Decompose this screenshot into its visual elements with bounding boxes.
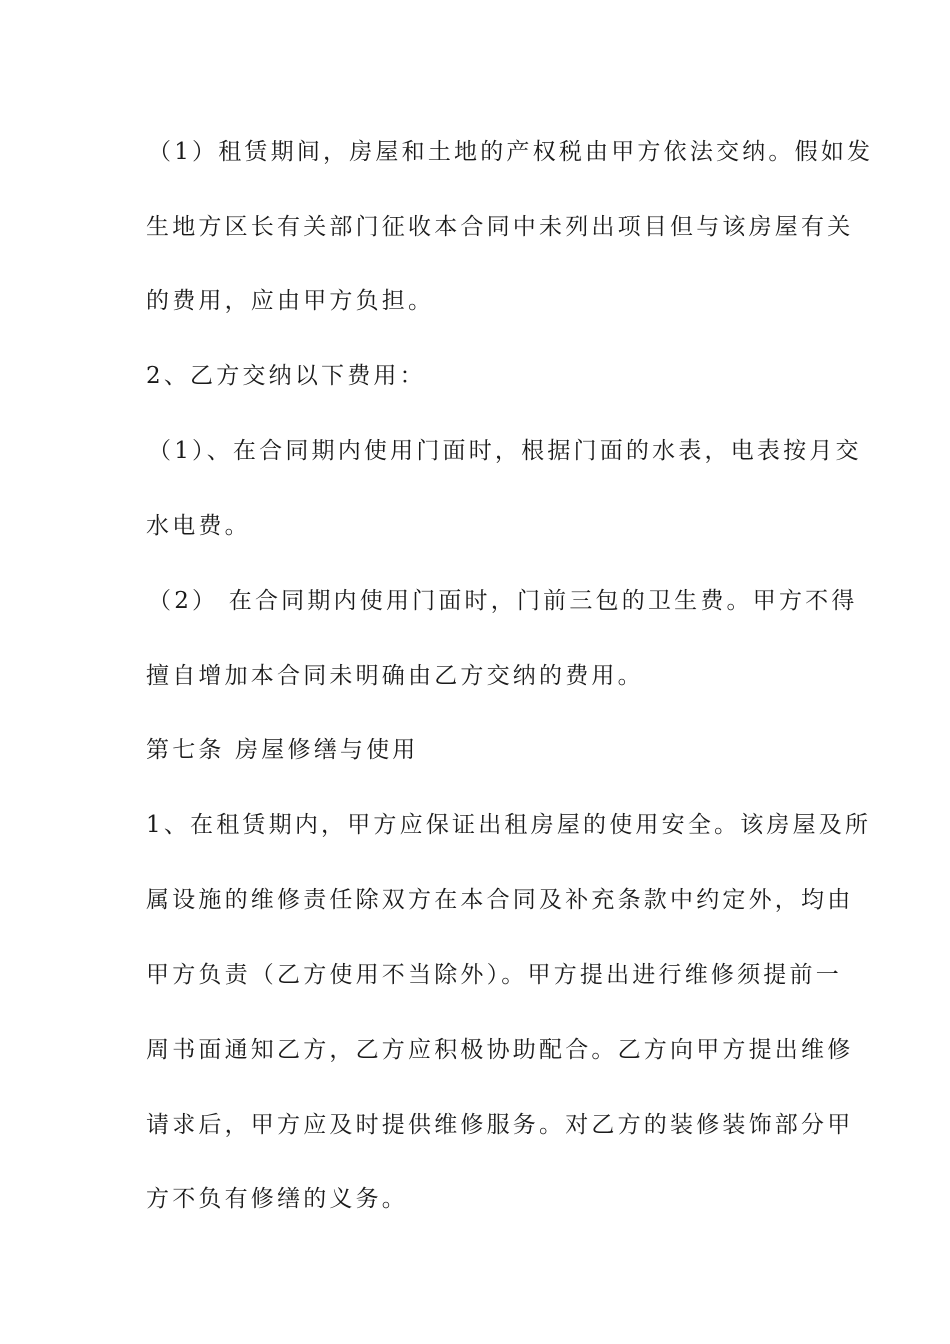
text-line: 甲方负责（乙方使用不当除外）。甲方提出进行维修须提前一 [146, 962, 842, 988]
text-line: 方不负有修缮的义务。 [146, 1186, 408, 1212]
text-line: （2） 在合同期内使用门面时，门前三包的卫生费。甲方不得 [148, 588, 858, 614]
text-line: 1、在租赁期内，甲方应保证出租房屋的使用安全。该房屋及所 [146, 812, 872, 838]
text-line: 擅自增加本合同未明确由乙方交纳的费用。 [146, 663, 644, 689]
text-line: 的费用，应由甲方负担。 [146, 288, 435, 314]
text-line: 请求后，甲方应及时提供维修服务。对乙方的装修装饰部分甲 [146, 1112, 854, 1138]
text-line: 周书面通知乙方，乙方应积极协助配合。乙方向甲方提出维修 [146, 1037, 854, 1063]
section-heading: 第七条 房屋修缮与使用 [146, 737, 419, 763]
text-line: 生地方区长有关部门征收本合同中未列出项目但与该房屋有关 [146, 214, 854, 240]
text-line: （1）、在合同期内使用门面时，根据门面的水表，电表按月交 [148, 438, 862, 464]
text-line: 2、乙方交纳以下费用： [146, 363, 426, 389]
text-line: 水电费。 [146, 513, 251, 539]
text-line: （1）租赁期间，房屋和土地的产权税由甲方依法交纳。假如发 [148, 139, 874, 165]
text-line: 属设施的维修责任除双方在本合同及补充条款中约定外，均由 [146, 887, 854, 913]
